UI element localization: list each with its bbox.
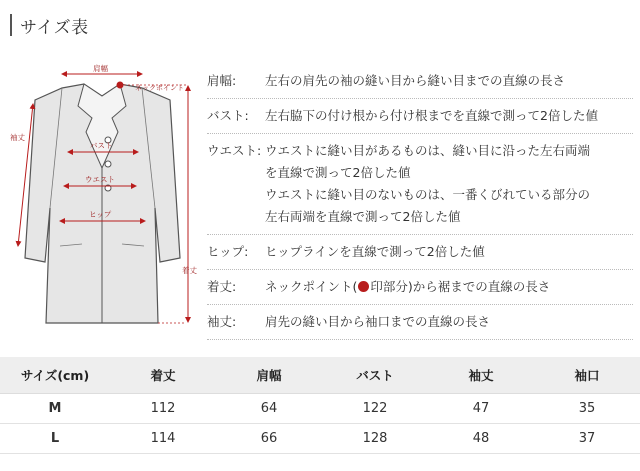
- header-bar: [10, 14, 12, 36]
- page-title: サイズ表: [20, 17, 89, 38]
- desc-definition: 肩先の縫い目から袖口までの直線の長さ: [265, 314, 491, 329]
- table-cell: 47: [428, 393, 534, 423]
- bust-label: バスト: [90, 141, 113, 150]
- table-cell: L: [0, 423, 110, 453]
- desc-definition: 左右の肩先の袖の縫い目から縫い目までの直線の長さ: [265, 73, 566, 88]
- table-header: 袖丈: [428, 357, 534, 393]
- desc-row-sleeve: [207, 305, 633, 340]
- red-dot-icon: [358, 281, 369, 292]
- desc-term: 袖丈:: [207, 314, 237, 329]
- table-header: バスト: [322, 357, 428, 393]
- length-label: 着丈: [182, 266, 197, 275]
- desc-term: ヒップ:: [207, 244, 249, 259]
- desc-definition: 左右脇下の付け根から付け根までを直線で測って2倍した値: [265, 108, 598, 123]
- table-cell: 112: [110, 393, 216, 423]
- table-cell: 35: [534, 393, 640, 423]
- size-table: [0, 357, 640, 454]
- coat-diagram: [0, 58, 205, 348]
- desc-row-waist: [207, 134, 633, 235]
- table-cell: M: [0, 393, 110, 423]
- table-cell: 114: [110, 423, 216, 453]
- desc-definition: ヒップラインを直線で測って2倍した値: [265, 244, 485, 259]
- desc-term: ウエスト:: [207, 143, 262, 158]
- measurement-descriptions: [207, 64, 633, 340]
- waist-label: ウエスト: [85, 175, 115, 184]
- table-header: 肩幅: [216, 357, 322, 393]
- table-cell: 37: [534, 423, 640, 453]
- desc-definition: ネックポイント( 印部分)から裾までの直線の長さ: [265, 279, 551, 294]
- table-cell: 64: [216, 393, 322, 423]
- desc-row-length: [207, 270, 633, 305]
- desc-row-bust: [207, 99, 633, 134]
- sleeve-label: 袖丈: [10, 133, 25, 142]
- desc-definition: ウエストに縫い目があるものは、縫い目に沿った左右両端 を直線で測って2倍した値 ウエストに縫い目のないものは、一番くびれている部分の 左右両端を直線で測って2倍した値: [265, 143, 591, 224]
- desc-row-hip: [207, 235, 633, 270]
- table-row: [0, 393, 640, 423]
- table-header-row: [0, 357, 640, 393]
- button-2: [105, 161, 111, 167]
- table-cell: 122: [322, 393, 428, 423]
- table-cell: 48: [428, 423, 534, 453]
- table-row: [0, 423, 640, 453]
- table-header: 袖口: [534, 357, 640, 393]
- desc-term: 肩幅:: [207, 73, 237, 88]
- desc-term: 着丈:: [207, 279, 237, 294]
- table-header: サイズ(cm): [0, 357, 110, 393]
- table-cell: 66: [216, 423, 322, 453]
- desc-row-shoulder: [207, 64, 633, 99]
- section-header: [10, 12, 89, 38]
- desc-term: バスト:: [207, 108, 249, 123]
- hip-label: ヒップ: [89, 210, 112, 219]
- table-header: 着丈: [110, 357, 216, 393]
- shoulder-label: 肩幅: [93, 64, 108, 73]
- neckpoint-label: ネックポイント: [135, 84, 184, 92]
- coat-illustration: [0, 58, 205, 348]
- table-cell: 128: [322, 423, 428, 453]
